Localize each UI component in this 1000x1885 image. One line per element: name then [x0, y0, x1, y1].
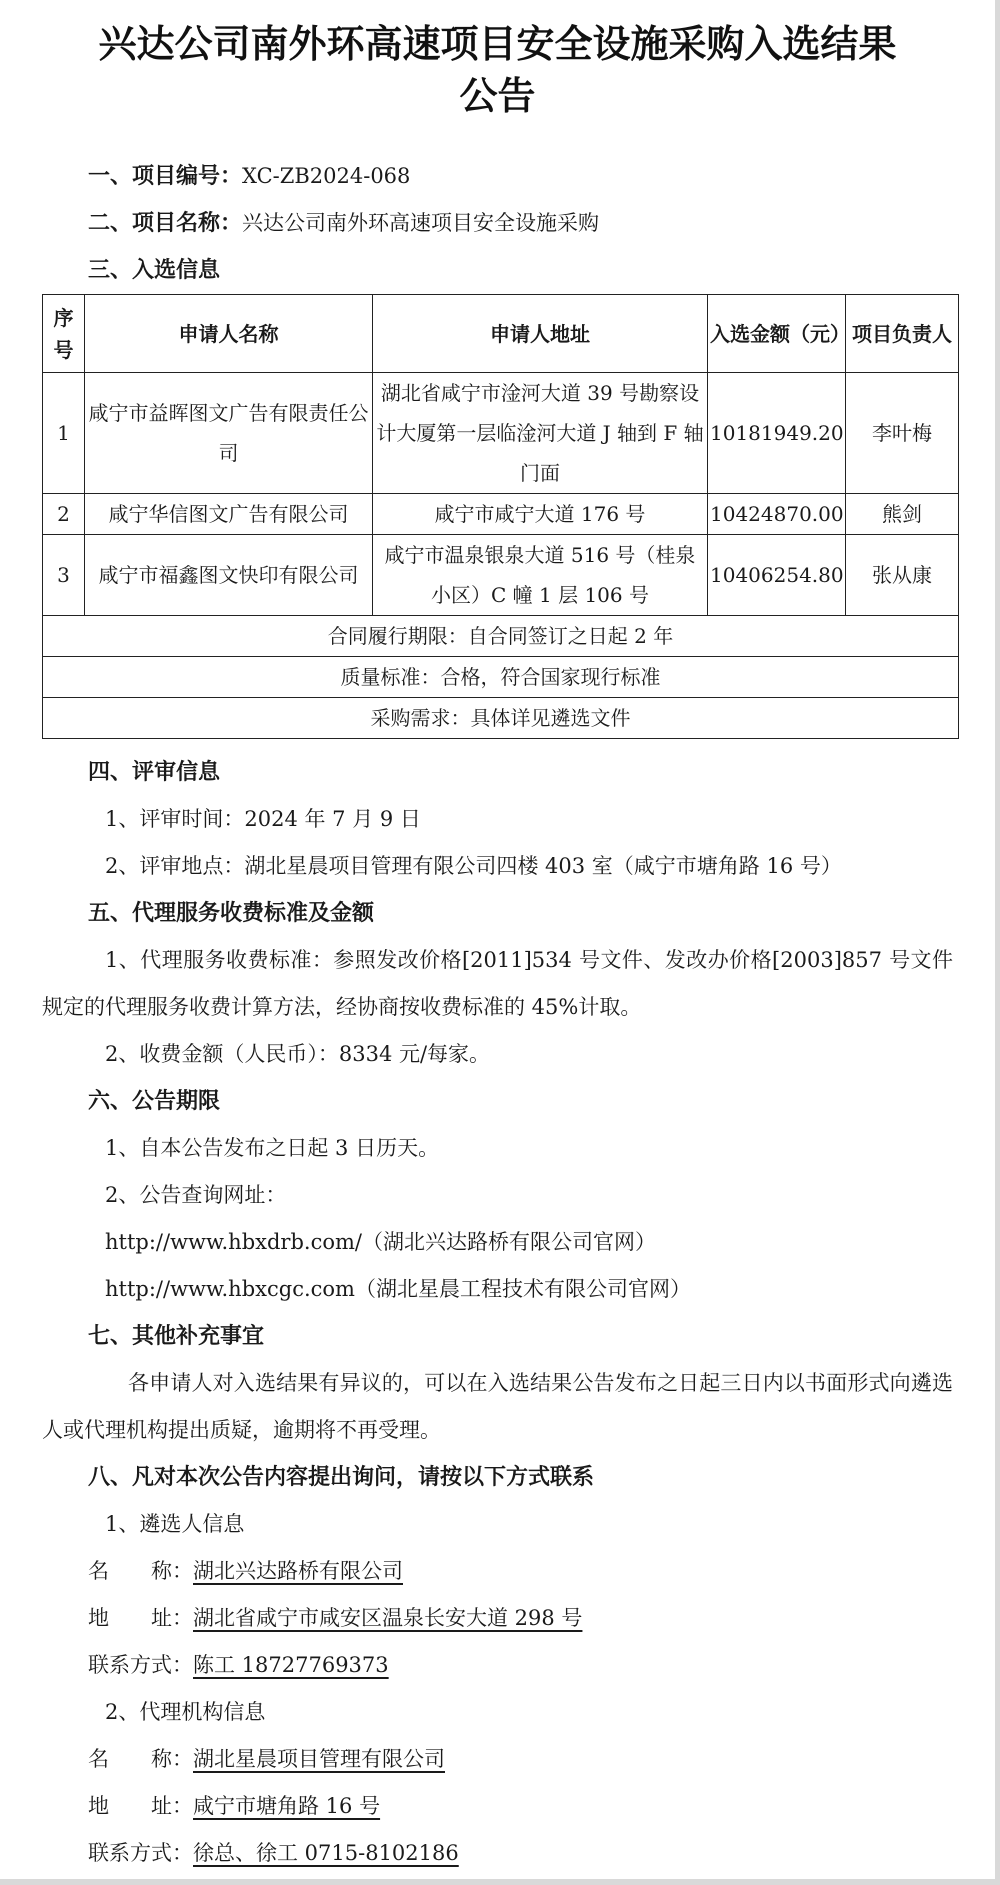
table-note-row — [43, 616, 959, 657]
selector-name: 湖北兴达路桥有限公司 — [193, 1559, 403, 1583]
project-number: XC-ZB2024-068 — [242, 164, 411, 188]
selector-info-subheading: 1、遴选人信息 — [105, 1512, 245, 1536]
table-header-row — [43, 295, 959, 373]
section-6-heading: 六、公告期限 — [88, 1088, 221, 1114]
cell-manager: 李叶梅 — [846, 373, 959, 494]
section-5-heading: 五、代理服务收费标准及金额 — [88, 900, 375, 926]
selector-contact-line — [42, 1642, 953, 1689]
cell-applicant-address: 咸宁市咸宁大道 176 号 — [373, 494, 708, 535]
project-name: 兴达公司南外环高速项目安全设施采购 — [242, 211, 600, 235]
contract-period-note: 合同履行期限：自合同签订之日起 2 年 — [43, 616, 959, 657]
agency-contact-line — [42, 1830, 953, 1877]
agency-address-line — [42, 1783, 953, 1830]
announcement-duration: 1、自本公告发布之日起 3 日历天。 — [105, 1136, 440, 1160]
selection-table-wrap — [42, 294, 953, 739]
cell-no: 2 — [43, 494, 85, 535]
agency-fee-standard: 1、代理服务收费标准：参照发改价格[2011]534 号文件、发改办价格[2003]857 号文件规定的代理服务收费计算方法，经协商按收费标准的 45%计取。 — [42, 948, 953, 1019]
cell-amount: 10424870.00 — [708, 494, 846, 535]
section-1-label: 一、项目编号： — [88, 163, 243, 189]
selector-name-line — [42, 1548, 953, 1595]
section-2-heading — [42, 200, 953, 247]
cell-manager: 张从康 — [846, 535, 959, 616]
selector-address-line — [42, 1595, 953, 1642]
selector-address: 湖北省咸宁市咸安区温泉长安大道 298 号 — [193, 1606, 583, 1630]
announcement-url-label: 2、公告查询网址： — [105, 1183, 287, 1207]
cell-applicant-name: 咸宁华信图文广告有限公司 — [85, 494, 373, 535]
announcement-url-2: http://www.hbxcgc.com（湖北星晨工程技术有限公司官网） — [105, 1277, 691, 1301]
announcement-url-1: http://www.hbxdrb.com/（湖北兴达路桥有限公司官网） — [105, 1230, 656, 1254]
agency-fee-amount: 2、收费金额（人民币）：8334 元/每家。 — [105, 1042, 491, 1066]
section-4-heading: 四、评审信息 — [88, 759, 221, 785]
col-header-no: 序号 — [43, 295, 85, 373]
procurement-demand-note: 采购需求：具体详见遴选文件 — [43, 698, 959, 739]
cell-amount: 10406254.80 — [708, 535, 846, 616]
cell-no: 1 — [43, 373, 85, 494]
quality-standard-note: 质量标准：合格，符合国家现行标准 — [43, 657, 959, 698]
cell-applicant-name: 咸宁市益晖图文广告有限责任公司 — [85, 373, 373, 494]
section-8-heading: 八、凡对本次公告内容提出询问，请按以下方式联系 — [88, 1464, 595, 1490]
objection-paragraph: 各申请人对入选结果有异议的，可以在入选结果公告发布之日起三日内以书面形式向遴选人或代理机构提出质疑，逾期将不再受理。 — [42, 1371, 953, 1442]
table-row — [43, 373, 959, 494]
name-label: 名 称： — [88, 1559, 193, 1583]
cell-applicant-address: 咸宁市温泉银泉大道 516 号（桂泉小区）C 幢 1 层 106 号 — [373, 535, 708, 616]
col-header-amount: 入选金额（元） — [708, 295, 846, 373]
table-note-row — [43, 657, 959, 698]
name-label: 名 称： — [88, 1747, 193, 1771]
address-label: 地 址： — [88, 1794, 193, 1818]
cell-applicant-name: 咸宁市福鑫图文快印有限公司 — [85, 535, 373, 616]
agency-info-subheading: 2、代理机构信息 — [105, 1700, 266, 1724]
cell-amount: 10181949.20 — [708, 373, 846, 494]
contact-label: 联系方式： — [88, 1653, 193, 1677]
table-row — [43, 535, 959, 616]
agency-contact: 徐总、徐工 0715-8102186 — [193, 1841, 459, 1865]
selection-table — [42, 294, 959, 739]
section-3-heading: 三、入选信息 — [88, 257, 221, 283]
selector-contact: 陈工 18727769373 — [193, 1653, 389, 1677]
section-7-heading: 七、其他补充事宜 — [88, 1323, 265, 1349]
table-note-row — [43, 698, 959, 739]
col-header-name: 申请人名称 — [85, 295, 373, 373]
address-label: 地 址： — [88, 1606, 193, 1630]
contact-label: 联系方式： — [88, 1841, 193, 1865]
agency-address: 咸宁市塘角路 16 号 — [193, 1794, 381, 1818]
agency-name-line — [42, 1736, 953, 1783]
section-1-heading — [42, 153, 953, 200]
cell-manager: 熊剑 — [846, 494, 959, 535]
col-header-address: 申请人地址 — [373, 295, 708, 373]
page-title: 兴达公司南外环高速项目安全设施采购入选结果公告 — [98, 21, 897, 118]
col-header-manager: 项目负责人 — [846, 295, 959, 373]
agency-name: 湖北星晨项目管理有限公司 — [193, 1747, 445, 1771]
cell-applicant-address: 湖北省咸宁市淦河大道 39 号勘察设计大厦第一层临淦河大道 J 轴到 F 轴门面 — [373, 373, 708, 494]
review-place: 2、评审地点：湖北星晨项目管理有限公司四楼 403 室（咸宁市塘角路 16 号） — [105, 854, 842, 878]
table-row — [43, 494, 959, 535]
section-2-label: 二、项目名称： — [88, 210, 243, 236]
review-time: 1、评审时间：2024 年 7 月 9 日 — [105, 807, 421, 831]
cell-no: 3 — [43, 535, 85, 616]
